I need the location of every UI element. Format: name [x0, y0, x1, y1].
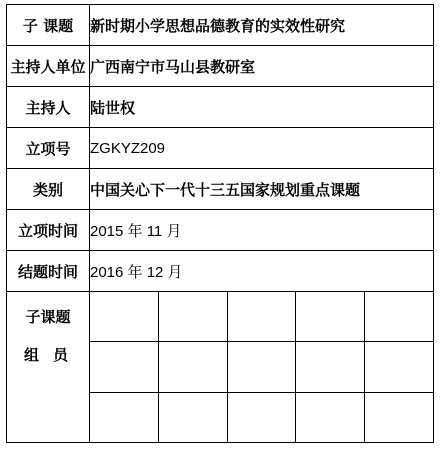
- sub-topic-value: 新时期小学思想品德教育的实效性研究: [90, 5, 434, 46]
- member-cell: [364, 292, 433, 342]
- member-cell: [296, 342, 365, 392]
- member-cell: [159, 392, 228, 442]
- member-cell: [227, 342, 296, 392]
- row-members: [7, 292, 434, 443]
- approval-date-value: 2015 年 11 月: [90, 210, 434, 251]
- members-grid: [90, 292, 433, 442]
- member-cell: [159, 292, 228, 342]
- host-label: 主持人: [7, 87, 90, 128]
- member-cell: [364, 392, 433, 442]
- members-label-line2: 组员: [23, 346, 82, 364]
- members-label: [7, 292, 90, 443]
- member-cell: [90, 342, 159, 392]
- completion-date-label: 结题时间: [7, 251, 90, 292]
- row-sub-topic: [7, 5, 434, 46]
- project-info-table: [6, 4, 434, 443]
- members-label-line1: 子课题: [25, 308, 71, 326]
- sub-topic-label: 子 课题: [7, 5, 90, 46]
- member-cell: [227, 392, 296, 442]
- members-grid-row: [90, 292, 433, 342]
- row-project-number: [7, 128, 434, 169]
- member-cell: [296, 292, 365, 342]
- host-value: 陆世权: [90, 87, 434, 128]
- member-cell: [90, 392, 159, 442]
- host-unit-value: 广西南宁市马山县教研室: [90, 46, 434, 87]
- completion-date-value: 2016 年 12 月: [90, 251, 434, 292]
- row-completion-date: [7, 251, 434, 292]
- member-cell: [159, 342, 228, 392]
- category-value: 中国关心下一代十三五国家规划重点课题: [90, 169, 434, 210]
- row-host: [7, 87, 434, 128]
- members-grid-row: [90, 392, 433, 442]
- row-category: [7, 169, 434, 210]
- category-label: 类别: [7, 169, 90, 210]
- row-approval-date: [7, 210, 434, 251]
- project-number-value: ZGKYZ209: [90, 128, 434, 169]
- member-cell: [296, 392, 365, 442]
- approval-date-label: 立项时间: [7, 210, 90, 251]
- project-number-label: 立项号: [7, 128, 90, 169]
- host-unit-label: 主持人单位: [7, 46, 90, 87]
- row-host-unit: [7, 46, 434, 87]
- project-info-form: [6, 4, 434, 449]
- member-cell: [227, 292, 296, 342]
- member-cell: [364, 342, 433, 392]
- member-cell: [90, 292, 159, 342]
- members-grid-cell: [90, 292, 434, 443]
- members-grid-row: [90, 342, 433, 392]
